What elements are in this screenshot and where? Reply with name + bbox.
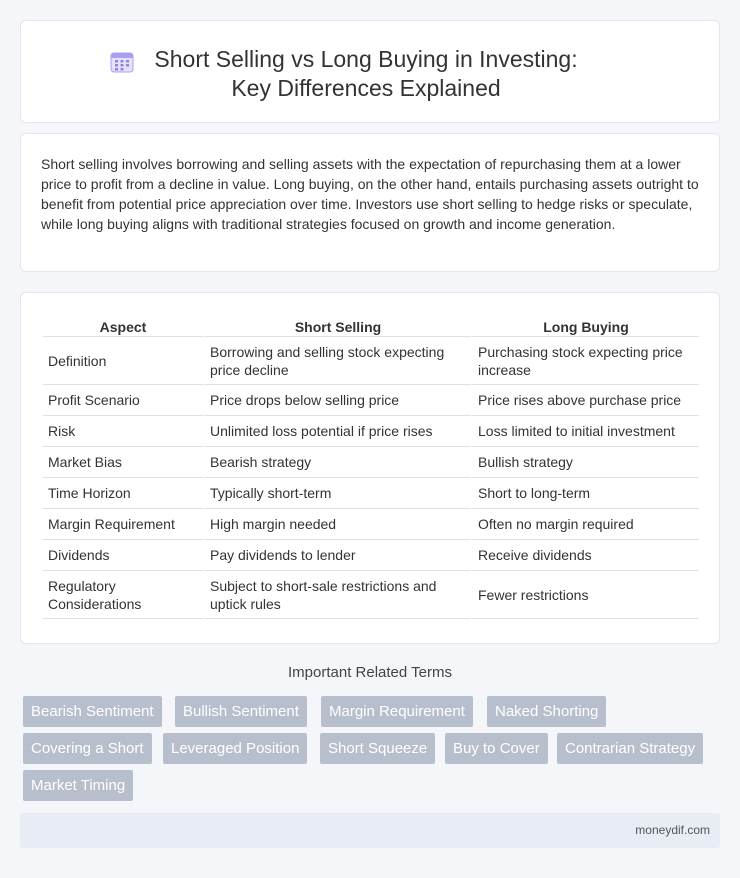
table-cell-aspect: Risk bbox=[43, 416, 203, 447]
table-cell-long: Purchasing stock expecting price increase bbox=[471, 337, 699, 385]
table-cell-long: Often no margin required bbox=[471, 509, 699, 540]
table-header-aspect: Aspect bbox=[43, 315, 203, 337]
table-row bbox=[43, 509, 699, 540]
table-cell-short: Subject to short-sale restrictions and uptick rules bbox=[203, 571, 471, 619]
table-row bbox=[43, 478, 699, 509]
page-title: Short Selling vs Long Buying in Investing: Key Differences Explained bbox=[154, 46, 578, 101]
table-cell-short: Bearish strategy bbox=[203, 447, 471, 478]
table-cell-aspect: Margin Requirement bbox=[43, 509, 203, 540]
comparison-table bbox=[43, 315, 699, 619]
table-row bbox=[43, 416, 699, 447]
table-cell-long: Loss limited to initial investment bbox=[471, 416, 699, 447]
table-cell-long: Receive dividends bbox=[471, 540, 699, 571]
table-cell-aspect: Definition bbox=[43, 337, 203, 385]
table-cell-long: Price rises above purchase price bbox=[471, 385, 699, 416]
footer bbox=[20, 813, 720, 848]
intro-paragraph: Short selling involves borrowing and selling assets with the expectation of repurchasing them at a lower price to profit from a decline in value. Long buying, on the other hand, entails purchasing assets outright to benefit from potential price appreciation over time. Investors use short selling to hedge risks or speculate, while long buying aligns with traditional strategies focused on growth and income generation. bbox=[41, 156, 699, 232]
tag-leveraged-position[interactable]: Leveraged Position bbox=[163, 733, 307, 764]
table-row bbox=[43, 447, 699, 478]
table-cell-aspect: Time Horizon bbox=[43, 478, 203, 509]
table-cell-short: Borrowing and selling stock expecting price decline bbox=[203, 337, 471, 385]
table-row bbox=[43, 571, 699, 619]
table-header-short-selling: Short Selling bbox=[203, 315, 471, 337]
table-cell-aspect: Dividends bbox=[43, 540, 203, 571]
table-cell-long: Short to long-term bbox=[471, 478, 699, 509]
intro-card bbox=[20, 133, 720, 272]
table-cell-aspect: Market Bias bbox=[43, 447, 203, 478]
comparison-table-card bbox=[20, 292, 720, 644]
header-card bbox=[20, 20, 720, 123]
table-row bbox=[43, 337, 699, 385]
footer-site-link[interactable]: moneydif.com bbox=[635, 823, 710, 837]
table-row bbox=[43, 540, 699, 571]
table-cell-long: Fewer restrictions bbox=[471, 571, 699, 619]
table-header-row bbox=[43, 315, 699, 337]
tag-market-timing[interactable]: Market Timing bbox=[23, 770, 133, 801]
tag-margin-requirement[interactable]: Margin Requirement bbox=[321, 696, 473, 727]
table-cell-short: Unlimited loss potential if price rises bbox=[203, 416, 471, 447]
table-row bbox=[43, 385, 699, 416]
table-cell-short: Pay dividends to lender bbox=[203, 540, 471, 571]
table-cell-long: Bullish strategy bbox=[471, 447, 699, 478]
tag-short-squeeze[interactable]: Short Squeeze bbox=[320, 733, 435, 764]
tag-contrarian-strategy[interactable]: Contrarian Strategy bbox=[557, 733, 703, 764]
tag-covering-a-short[interactable]: Covering a Short bbox=[23, 733, 152, 764]
tag-buy-to-cover[interactable]: Buy to Cover bbox=[445, 733, 548, 764]
table-cell-aspect: Profit Scenario bbox=[43, 385, 203, 416]
table-cell-short: High margin needed bbox=[203, 509, 471, 540]
table-header-long-buying: Long Buying bbox=[471, 315, 699, 337]
tag-bullish-sentiment[interactable]: Bullish Sentiment bbox=[175, 696, 307, 727]
table-cell-short: Price drops below selling price bbox=[203, 385, 471, 416]
related-terms-title: Important Related Terms bbox=[288, 664, 452, 681]
table-cell-short: Typically short-term bbox=[203, 478, 471, 509]
tag-bearish-sentiment[interactable]: Bearish Sentiment bbox=[23, 696, 162, 727]
table-cell-aspect: Regulatory Considerations bbox=[43, 571, 203, 619]
calendar-icon bbox=[110, 51, 134, 73]
tag-naked-shorting[interactable]: Naked Shorting bbox=[487, 696, 606, 727]
